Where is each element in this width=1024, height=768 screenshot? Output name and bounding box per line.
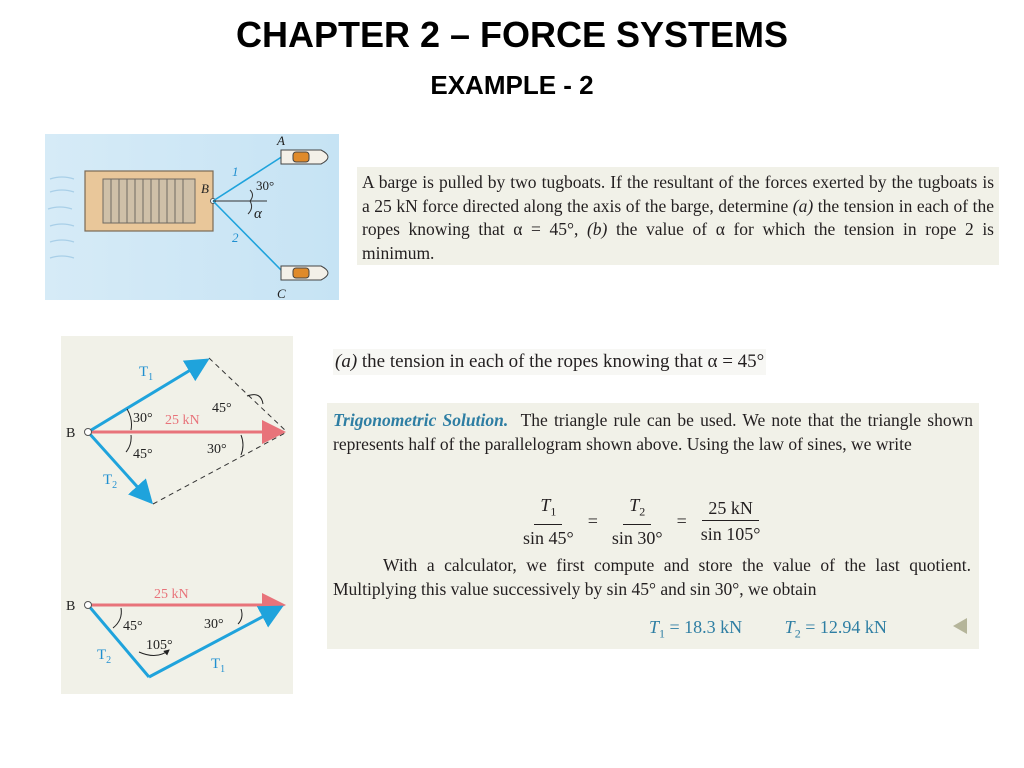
solution-heading: Trigonometric Solution.	[333, 410, 509, 430]
results-line	[649, 616, 925, 646]
example-subtitle: EXAMPLE - 2	[430, 70, 594, 100]
question-a	[333, 349, 766, 375]
part-a-label: (a)	[792, 195, 814, 216]
t2-label: $T_2$	[103, 472, 118, 491]
angle-alpha-label: α	[254, 206, 262, 222]
solution-intro	[333, 409, 973, 456]
triangle-label-b: B	[66, 599, 76, 614]
barge-cargo	[103, 179, 195, 223]
angle-30-label: 30°	[256, 178, 275, 193]
angle-45-label: 45°	[133, 447, 153, 462]
problem-statement	[357, 167, 999, 265]
triangle-angle-30-label: 30°	[204, 617, 224, 632]
fraction-load: $\frac{25 kN}{\sin 105^\circ}$	[700, 498, 761, 545]
t1-label: $T_1$	[139, 364, 154, 383]
label-a: A	[277, 134, 285, 148]
chapter-title: CHAPTER 2 – FORCE SYSTEMS	[235, 14, 789, 55]
part-b-text: the value of α for which the tension in rope 2 is minimum.	[362, 219, 994, 263]
triangle-angle-45-label: 45°	[123, 619, 143, 634]
question-a-text: the tension in each of the ropes knowing that α = 45°	[357, 351, 765, 372]
tugboat-a	[281, 150, 328, 164]
result-t1: $T_1 = 18.3$ kN	[649, 617, 743, 641]
result-t2: $T_2 = 12.94$ kN	[784, 617, 887, 641]
triangle-point-b-marker	[85, 602, 92, 609]
fraction-t1: $\frac{T_1}{\sin 45^\circ}$	[523, 495, 574, 548]
label-b: B	[201, 181, 209, 196]
triangle-angle-105-label: 105°	[146, 638, 173, 653]
part-b-label: (b)	[586, 219, 608, 239]
tugboat-c	[281, 266, 328, 280]
result-marker-icon	[953, 618, 967, 634]
angle-30-right-label: 30°	[207, 442, 227, 457]
triangle-t2-label: $T_2$	[97, 647, 112, 666]
angle-45-top-label: 45°	[212, 401, 232, 416]
equals-sign-2: =	[676, 511, 687, 532]
figure-background	[61, 336, 293, 694]
triangle-t1-label: $T_1$	[211, 656, 226, 675]
solution-intro-text: The triangle rule can be used. We note that the triangle shown represents half of the parallelogram shown above. Using the law of sines, we write	[333, 410, 973, 454]
triangle-load-label: 25 kN	[154, 587, 189, 602]
rope-2-label: 2	[232, 230, 239, 245]
point-b-marker	[85, 429, 92, 436]
rope-1-label: 1	[232, 164, 239, 179]
equals-sign: =	[587, 511, 598, 532]
label-c: C	[277, 286, 286, 300]
fraction-t2: $\frac{T_2}{\sin 30^\circ}$	[611, 495, 663, 548]
barge-figure	[45, 134, 339, 300]
problem-text-before: A barge is pulled by two tugboats. If the resultant of the forces exerted by the tugboats is a 25 kN force directed along the axis of the barge, determine	[362, 172, 994, 216]
force-diagram-figure	[61, 336, 293, 694]
solution-panel	[327, 403, 979, 649]
calculation-text: With a calculator, we first compute and store the value of the last quotient. Multiplying this value successively by sin 45° and sin 30°, we obtain	[333, 555, 971, 599]
question-a-label: (a)	[335, 351, 358, 372]
load-label: 25 kN	[165, 413, 200, 428]
angle-30-label: 30°	[133, 411, 153, 426]
part-a-text: the tension in each of the ropes knowing that α = 45°,	[362, 195, 994, 239]
law-of-sines-equation	[517, 493, 766, 551]
label-b: B	[66, 426, 76, 441]
